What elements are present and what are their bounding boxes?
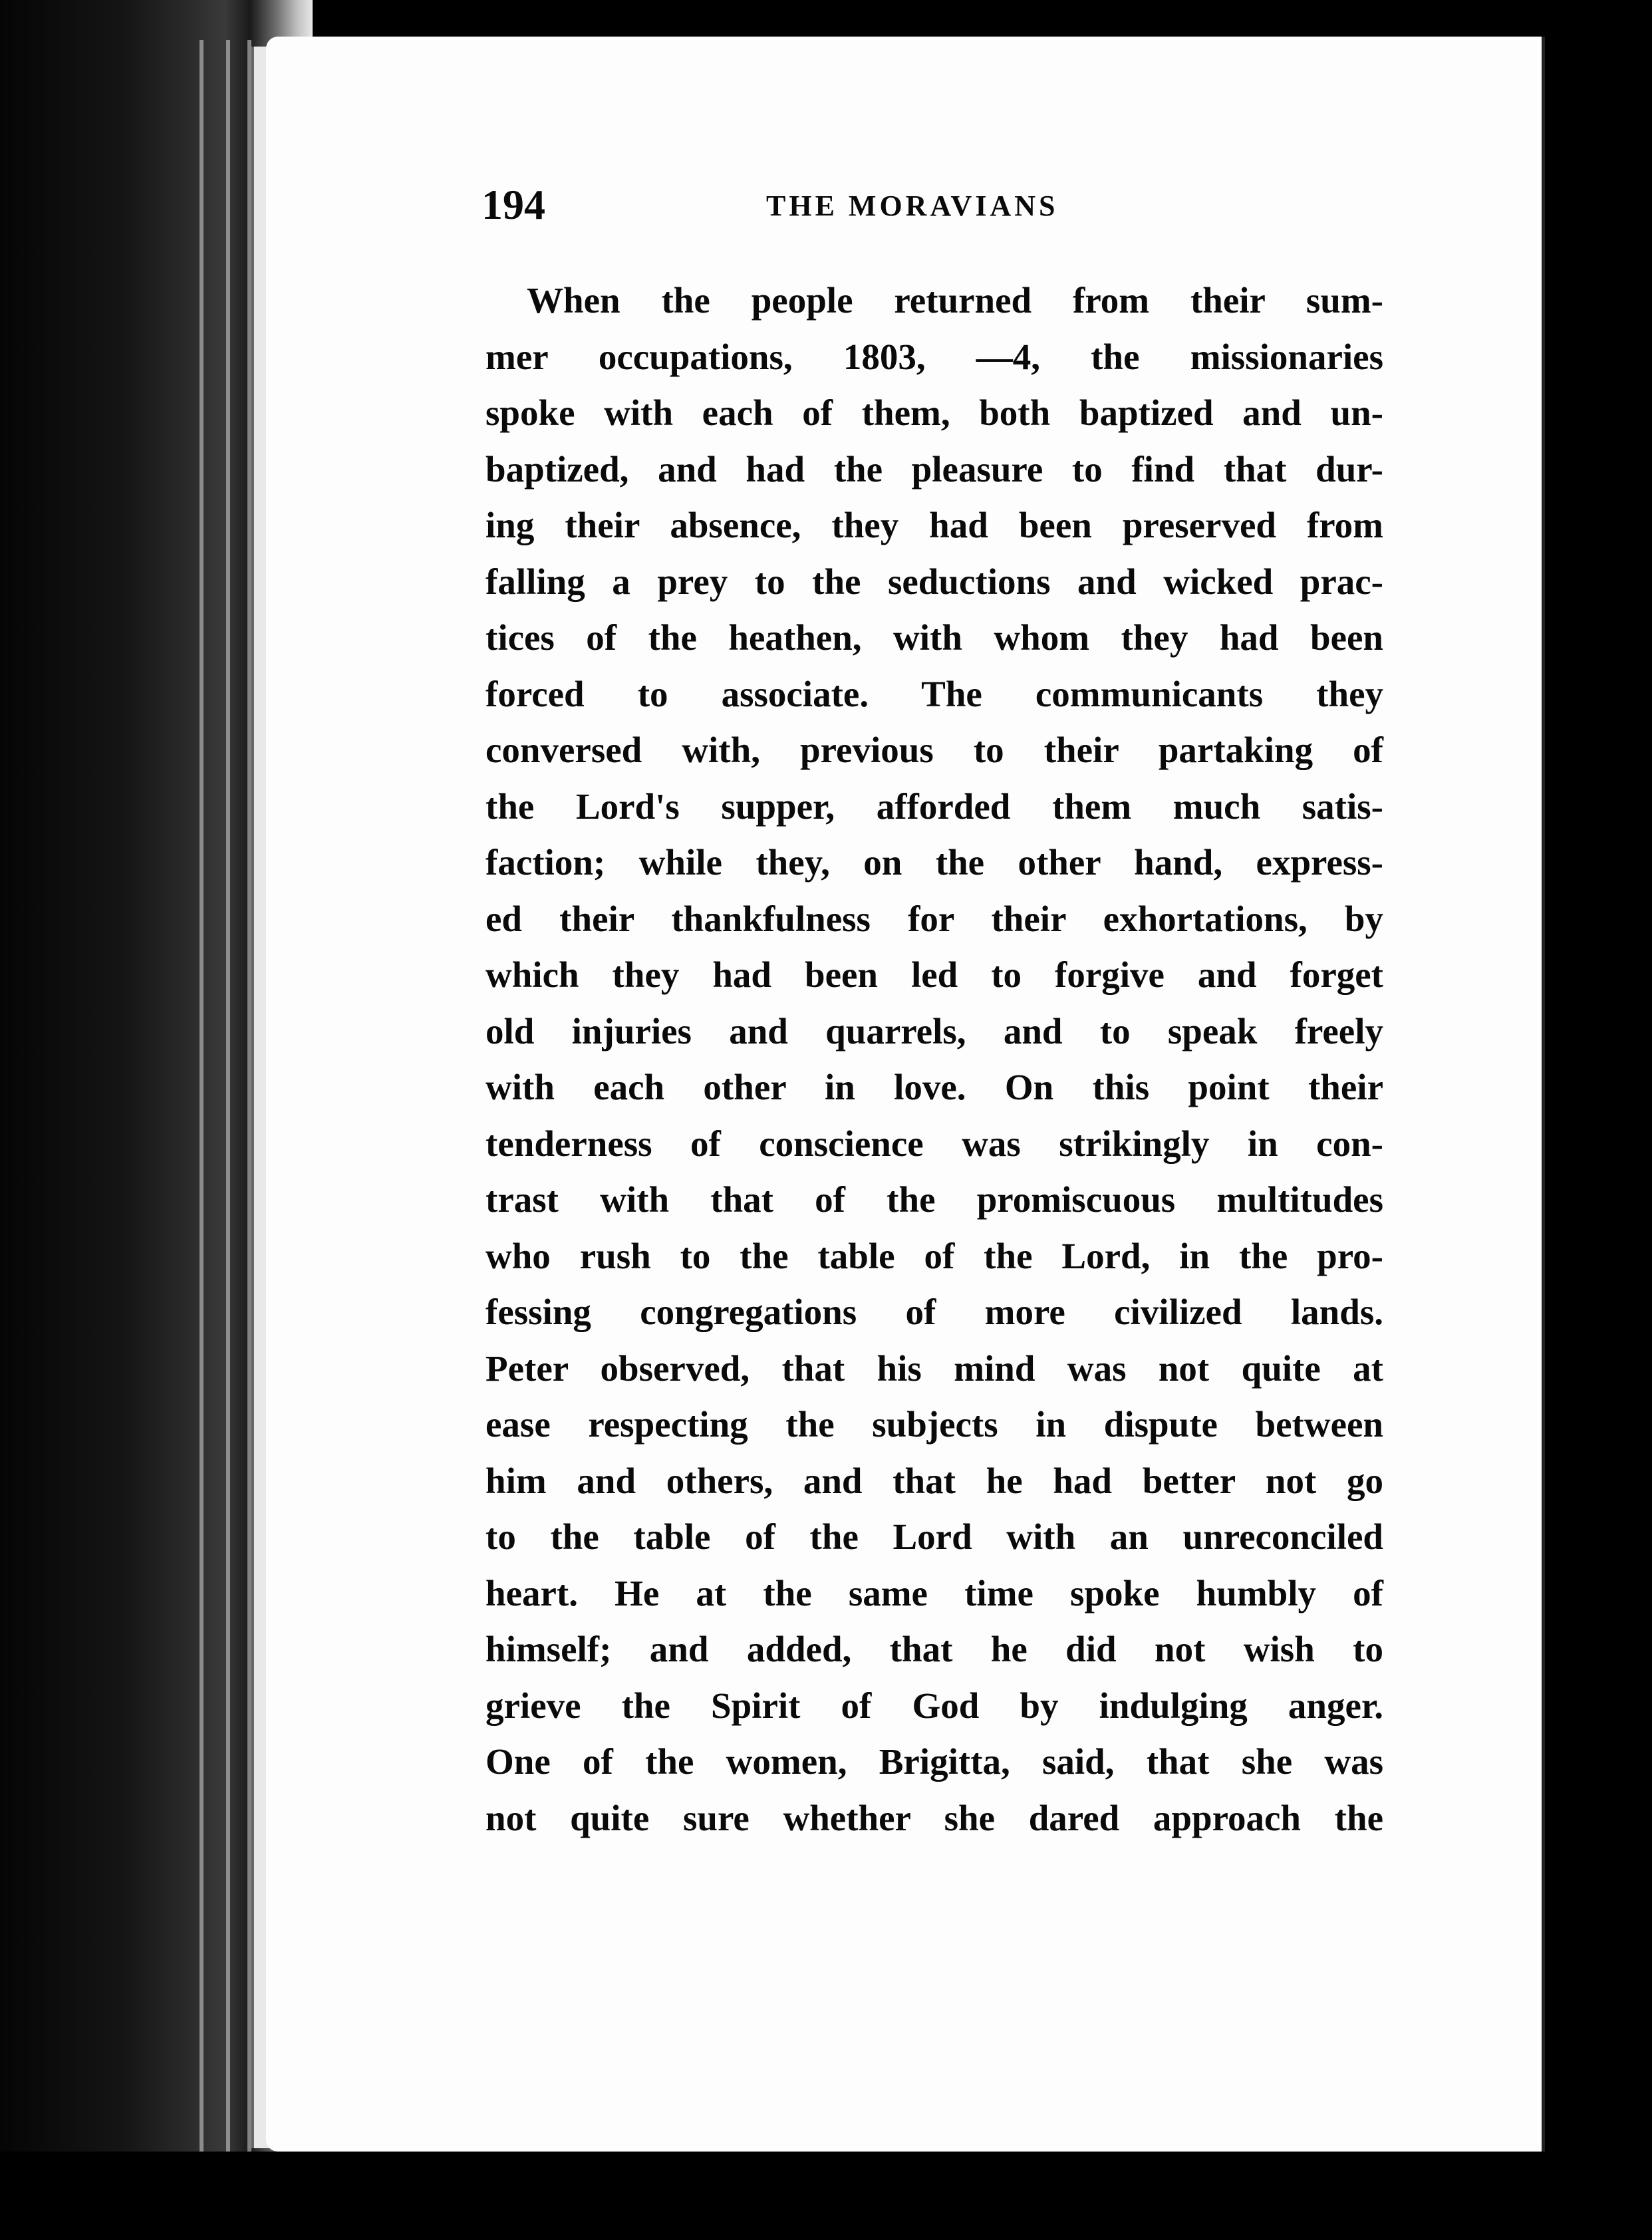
text-line: Peter observed, that his mind was not quite at bbox=[485, 1347, 1383, 1389]
text-line: to the table of the Lord with an unreconciled bbox=[485, 1516, 1383, 1557]
text-line: heart. He at the same time spoke humbly of bbox=[485, 1572, 1383, 1613]
text-line: One of the women, Brigitta, said, that she was bbox=[485, 1741, 1383, 1782]
binding-streak bbox=[200, 40, 204, 2155]
text-line: tices of the heathen, with whom they had been bbox=[485, 617, 1383, 658]
text-line: tenderness of conscience was strikingly in con- bbox=[485, 1123, 1383, 1164]
bottom-band bbox=[0, 2152, 1652, 2240]
text-line: who rush to the table of the Lord, in the pro- bbox=[485, 1235, 1383, 1276]
text-line: faction; while they, on the other hand, express- bbox=[485, 842, 1383, 883]
page-header bbox=[482, 178, 1386, 231]
text-line: mer occupations, 1803, —4, the missionaries bbox=[485, 336, 1383, 377]
right-page-edge-line bbox=[1542, 37, 1545, 2152]
text-line: ed their thankfulness for their exhortations, by bbox=[485, 898, 1383, 939]
text-line: not quite sure whether she dared approach the bbox=[485, 1797, 1383, 1838]
right-gutter bbox=[1542, 0, 1652, 2240]
page-number: 194 bbox=[482, 181, 545, 228]
text-line: conversed with, previous to their partaking of bbox=[485, 730, 1383, 770]
text-line: the Lord's supper, afforded them much satis- bbox=[485, 785, 1383, 827]
text-line: baptized, and had the pleasure to find that dur- bbox=[485, 448, 1383, 490]
text-line: which they had been led to forgive and forget bbox=[485, 954, 1383, 995]
text-line: grieve the Spirit of God by indulging anger. bbox=[485, 1685, 1383, 1726]
text-line: trast with that of the promiscuous multitudes bbox=[485, 1179, 1383, 1220]
body-text bbox=[485, 273, 1383, 1846]
text-line: himself; and added, that he did not wish to bbox=[485, 1629, 1383, 1669]
text-line: old injuries and quarrels, and to speak freely bbox=[485, 1010, 1383, 1051]
text-line: ease respecting the subjects in dispute between bbox=[485, 1404, 1383, 1445]
text-line: fessing congregations of more civilized lands. bbox=[485, 1292, 1383, 1332]
text-line: falling a prey to the seductions and wicked prac- bbox=[485, 561, 1383, 602]
text-line: When the people returned from their sum- bbox=[527, 280, 1383, 321]
text-line: with each other in love. On this point their bbox=[485, 1067, 1383, 1107]
text-line: him and others, and that he had better not go bbox=[485, 1460, 1383, 1501]
running-head: THE MORAVIANS bbox=[766, 190, 1059, 222]
binding-streak bbox=[226, 40, 230, 2155]
text-line: ing their absence, they had been preserved from bbox=[485, 505, 1383, 545]
text-line: forced to associate. The communicants they bbox=[485, 673, 1383, 714]
text-line: spoke with each of them, both baptized and un- bbox=[485, 392, 1383, 433]
